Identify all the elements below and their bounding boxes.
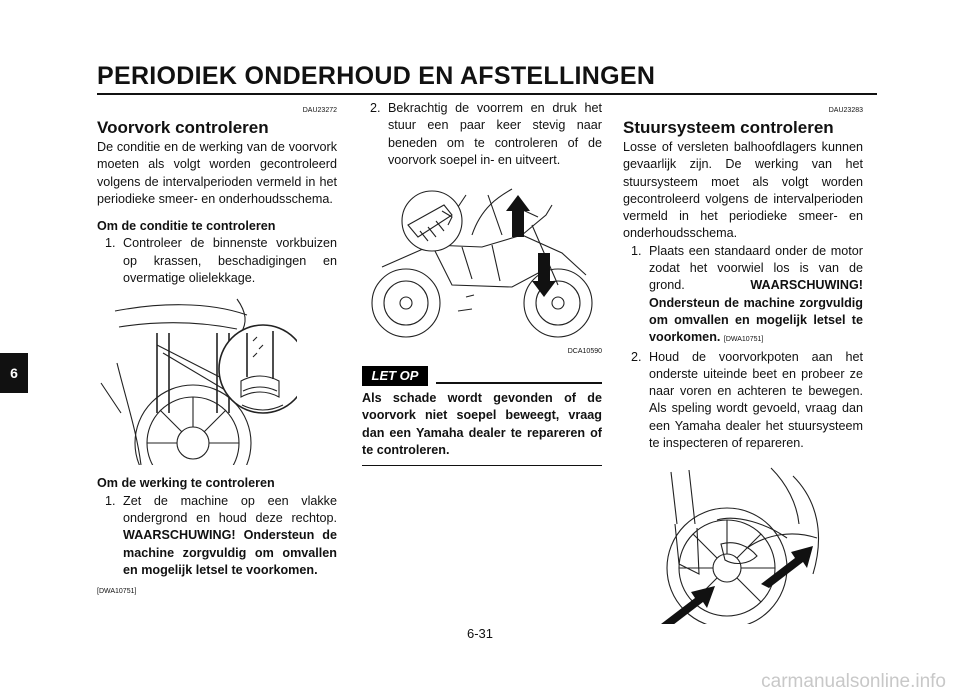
note-rule xyxy=(436,382,602,384)
column-steering xyxy=(623,100,863,624)
step-text: Houd de voorvorkpoten aan het onderste uiteinde beet en probeer ze naar voren en achteren te bewegen. Als speling wordt gevoeld, vraag dan een Yamaha dealer het stuursysteem te inspecteren of repareren. xyxy=(649,349,863,451)
warning-text: WAARSCHUWING! Ondersteun de machine zorgvuldig om omvallen en mogelijk letsel te voorkomen. xyxy=(649,278,863,345)
condition-subtitle: Om de conditie te controleren xyxy=(97,219,276,234)
step-text: Bekrachtig de voorrem en druk het stuur een paar keer stevig naar beneden om te controleren of de voorvork soepel in- en uitveert. xyxy=(388,101,602,167)
steering-step-1 xyxy=(623,243,863,349)
chapter-tab: 6 xyxy=(0,353,28,393)
warning-code: [DWA10751] xyxy=(723,336,764,344)
section-code: DAU23272 xyxy=(302,107,337,114)
working-subtitle: Om de werking te controleren xyxy=(97,476,275,491)
working-step-2 xyxy=(362,100,602,169)
steering-check-illustration xyxy=(617,464,857,624)
motorcycle-illustration xyxy=(362,175,602,347)
section-heading-steering: Stuursysteem controleren xyxy=(623,118,834,137)
column-fork-test xyxy=(362,100,602,466)
section-code: DAU23283 xyxy=(828,107,863,114)
working-step-1 xyxy=(97,493,337,579)
note-label: LET OP xyxy=(362,366,428,386)
step-number: 2. xyxy=(631,349,642,364)
page-title: PERIODIEK ONDERHOUD EN AFSTELLINGEN xyxy=(97,62,656,90)
step-number: 2. xyxy=(370,101,381,115)
steering-step-2 xyxy=(623,349,863,453)
note-text: Als schade wordt gevonden of de voorvork niet soepel beweegt, vraag dan een Yamaha dealer te repareren of te controleren. xyxy=(362,386,602,466)
step-text: Plaats een standaard onder de motor zodat het voorwiel los is van de grond. xyxy=(649,243,863,293)
section-heading-fork: Voorvork controleren xyxy=(97,118,269,137)
warning-code: [DWA10751] xyxy=(97,588,137,596)
title-rule xyxy=(97,93,877,95)
warning-text: WAARSCHUWING! Ondersteun de machine zorgvuldig om omvallen en mogelijk letsel te voorkomen. xyxy=(123,528,337,577)
column-fork xyxy=(97,100,337,600)
figure-code: DCA10590 xyxy=(567,348,602,356)
step-text: Controleer de binnenste vorkbuizen op krassen, beschadigingen en overmatige olielekkage. xyxy=(123,236,337,286)
page-number: 6-31 xyxy=(466,626,494,641)
fork-intro: De conditie en de werking van de voorvork moeten als volgt worden gecontroleerd volgens de intervalperioden vermeld in het periodieke smeer- en onderhoudsschema. xyxy=(97,140,337,206)
condition-step-1 xyxy=(97,235,337,287)
steering-intro: Losse of versleten balhoofdlagers kunnen gevaarlijk zijn. De werking van het stuursysteem moet als volgt worden gecontroleerd volgens de intervalperioden vermeld in het periodieke smeer- en onderhoudsschema. xyxy=(623,140,863,241)
fork-tube-illustration xyxy=(97,293,297,465)
step-text: Zet de machine op een vlakke ondergrond en houd deze rechtop. xyxy=(123,493,337,525)
step-number: 1. xyxy=(105,493,116,508)
note-header xyxy=(362,366,602,386)
step-number: 1. xyxy=(631,243,642,258)
step-number: 1. xyxy=(105,236,116,251)
watermark: carmanualsonline.info xyxy=(761,671,946,692)
